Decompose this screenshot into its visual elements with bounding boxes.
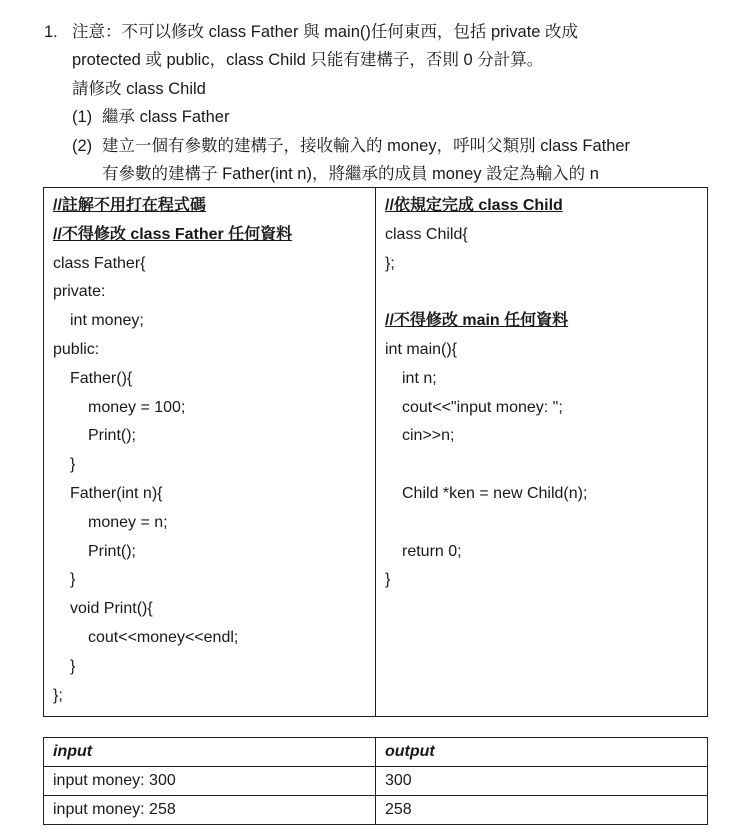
io-header-input: input bbox=[44, 738, 376, 767]
code-line: public: bbox=[53, 340, 100, 358]
code-line: int main(){ bbox=[385, 340, 458, 358]
code-line: cout<<money<<endl; bbox=[88, 628, 239, 646]
io-input-value: input money: 300 bbox=[44, 767, 376, 796]
code-line: money = 100; bbox=[88, 398, 186, 416]
code-blank-line bbox=[385, 278, 699, 307]
question-number: 1. bbox=[44, 23, 58, 41]
io-output-value: 300 bbox=[376, 767, 708, 796]
code-line: class Father{ bbox=[53, 254, 146, 272]
code-line: return 0; bbox=[402, 542, 462, 560]
code-line: cin>>n; bbox=[402, 427, 455, 445]
sub-item-2-text-line-1: 建立一個有參數的建構子，接收輸入的 money，呼叫父類別 class Father bbox=[102, 137, 631, 155]
child-main-code-cell bbox=[376, 188, 708, 717]
child-main-code-listing bbox=[385, 192, 699, 595]
io-input-value: input money: 258 bbox=[44, 796, 376, 825]
question-line-3: 請修改 class Child bbox=[72, 80, 206, 98]
code-line: Father(){ bbox=[70, 369, 133, 387]
code-line: int n; bbox=[402, 369, 437, 387]
io-row bbox=[44, 796, 708, 825]
code-line: void Print(){ bbox=[70, 600, 153, 618]
code-line: } bbox=[70, 456, 76, 474]
code-line: } bbox=[70, 657, 76, 675]
code-line: cout<<"input money: "; bbox=[402, 398, 563, 416]
code-blank-line bbox=[385, 509, 699, 538]
code-table bbox=[43, 187, 708, 717]
io-output-value: 258 bbox=[376, 796, 708, 825]
code-line: class Child{ bbox=[385, 225, 468, 243]
code-line: money = n; bbox=[88, 513, 168, 531]
code-comment-line: //不得修改 main 任何資料 bbox=[385, 312, 569, 330]
code-line: int money; bbox=[70, 312, 144, 330]
code-line: Print(); bbox=[88, 542, 136, 560]
io-row bbox=[44, 767, 708, 796]
io-header-row bbox=[44, 738, 708, 767]
code-line: } bbox=[70, 571, 76, 589]
question-line-2: protected 或 public，class Child 只能有建構子，否則 0 分計算。 bbox=[72, 51, 544, 69]
code-blank-line bbox=[385, 451, 699, 480]
sub-item-2-marker: (2) bbox=[72, 137, 93, 155]
code-line: }; bbox=[53, 686, 63, 704]
io-example-table bbox=[43, 737, 708, 825]
code-line: Print(); bbox=[88, 427, 136, 445]
question-line-1: 注意：不可以修改 class Father 與 main()任何東西，包括 private 改成 bbox=[72, 23, 579, 41]
sub-item-1-marker: (1) bbox=[72, 108, 93, 126]
code-line: }; bbox=[385, 254, 395, 272]
sub-item-1-text: 繼承 class Father bbox=[102, 108, 230, 126]
father-code-cell bbox=[44, 188, 376, 717]
io-header-output: output bbox=[376, 738, 708, 767]
father-code-listing bbox=[53, 192, 367, 710]
code-line: } bbox=[385, 571, 391, 589]
sub-item-2-text-line-2: 有參數的建構子 Father(int n)，將繼承的成員 money 設定為輸入的 n bbox=[102, 165, 599, 183]
code-line: Father(int n){ bbox=[70, 484, 163, 502]
code-line: private: bbox=[53, 283, 106, 301]
code-comment-line: //註解不用打在程式碼 bbox=[53, 197, 206, 214]
code-line: Child *ken = new Child(n); bbox=[402, 484, 588, 502]
code-comment-line: //依規定完成 class Child bbox=[385, 197, 563, 214]
code-comment-line: //不得修改 class Father 任何資料 bbox=[53, 225, 293, 243]
